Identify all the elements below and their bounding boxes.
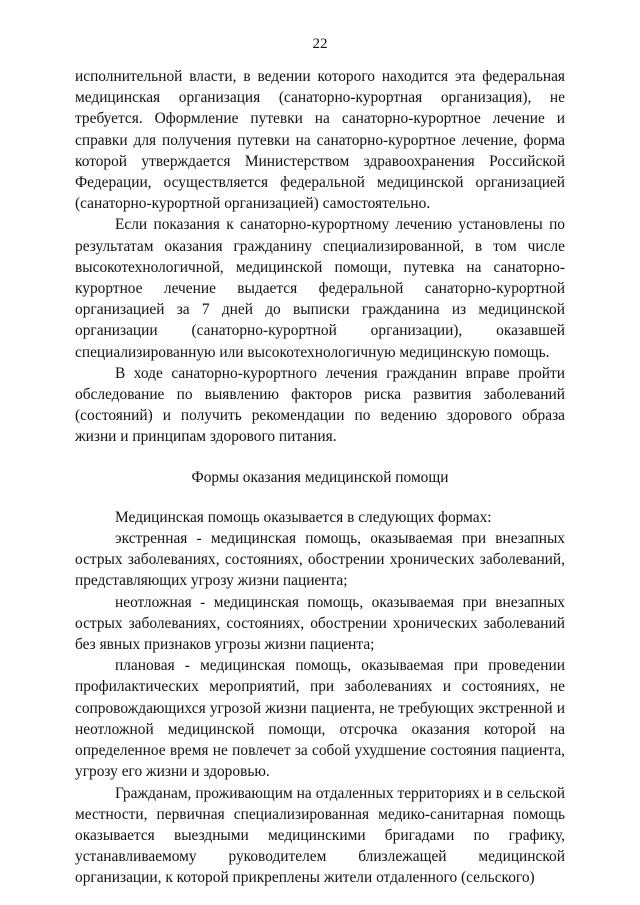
document-body xyxy=(75,66,565,889)
paragraph-continuation: исполнительной власти, в ведении которого находится эта федеральная медицинская организация (санаторно-курортная организация), не требуется. Оформление путевки на санаторно-курортное лечение и справки для получения путевки на санаторно-курортное лечение, форма которой утверждается Министерством здравоохранения Российской Федерации, осуществляется федеральной медицинской организацией (санаторно-курортной организацией) самостоятельно. xyxy=(75,68,565,213)
paragraph-spa-voucher: Если показания к санаторно-курортному лечению установлены по результатам оказания гражданину специализированной, в том числе высокотехнологичной, медицинской помощи, путевка на санаторно-курортное лечение выдается федеральной санаторно-курортной организацией за 7 дней до выписки гражданина из медицинской организации (санаторно-курортной организации), оказавшей специализированную или высокотехнологичную медицинскую помощь. xyxy=(75,216,565,361)
paragraph-urgent: неотложная - медицинская помощь, оказываемая при внезапных острых заболеваниях, состояниях, обострении хронических заболеваний без явных признаков угрозы жизни пациента; xyxy=(75,593,565,654)
page-number: 22 xyxy=(312,36,328,52)
paragraph-examination: В ходе санаторно-курортного лечения гражданин вправе пройти обследование по выявлению факторов риска развития заболеваний (состояний) и получить рекомендации по ведению здорового образа жизни и принципам здорового питания. xyxy=(75,364,565,446)
paragraph-planned: плановая - медицинская помощь, оказываемая при проведении профилактических мероприятий, при заболеваниях и состояниях, не сопровождающихся угрозой жизни пациента, не требующих экстренной и неотложной медицинской помощи, отсрочка оказания которой на определенное время не повлечет за собой ухудшение состояния пациента, угрозу его жизни и здоровью. xyxy=(75,657,565,781)
paragraph-emergency: экстренная - медицинская помощь, оказываемая при внезапных острых заболеваниях, состояниях, обострении хронических заболеваний, представляющих угрозу жизни пациента; xyxy=(75,530,565,590)
paragraph-forms-intro: Медицинская помощь оказывается в следующих формах: xyxy=(115,508,492,526)
paragraph-rural: Гражданам, проживающим на отдаленных территориях и в сельской местности, первичная специализированная медико-санитарная помощь оказывается выездными медицинскими бригадами по графику, устанавливаемому руководителем близлежащей медицинской организации, к которой прикреплены жители отдаленного (сельского) xyxy=(75,784,565,887)
section-heading: Формы оказания медицинской помощи xyxy=(191,468,449,486)
